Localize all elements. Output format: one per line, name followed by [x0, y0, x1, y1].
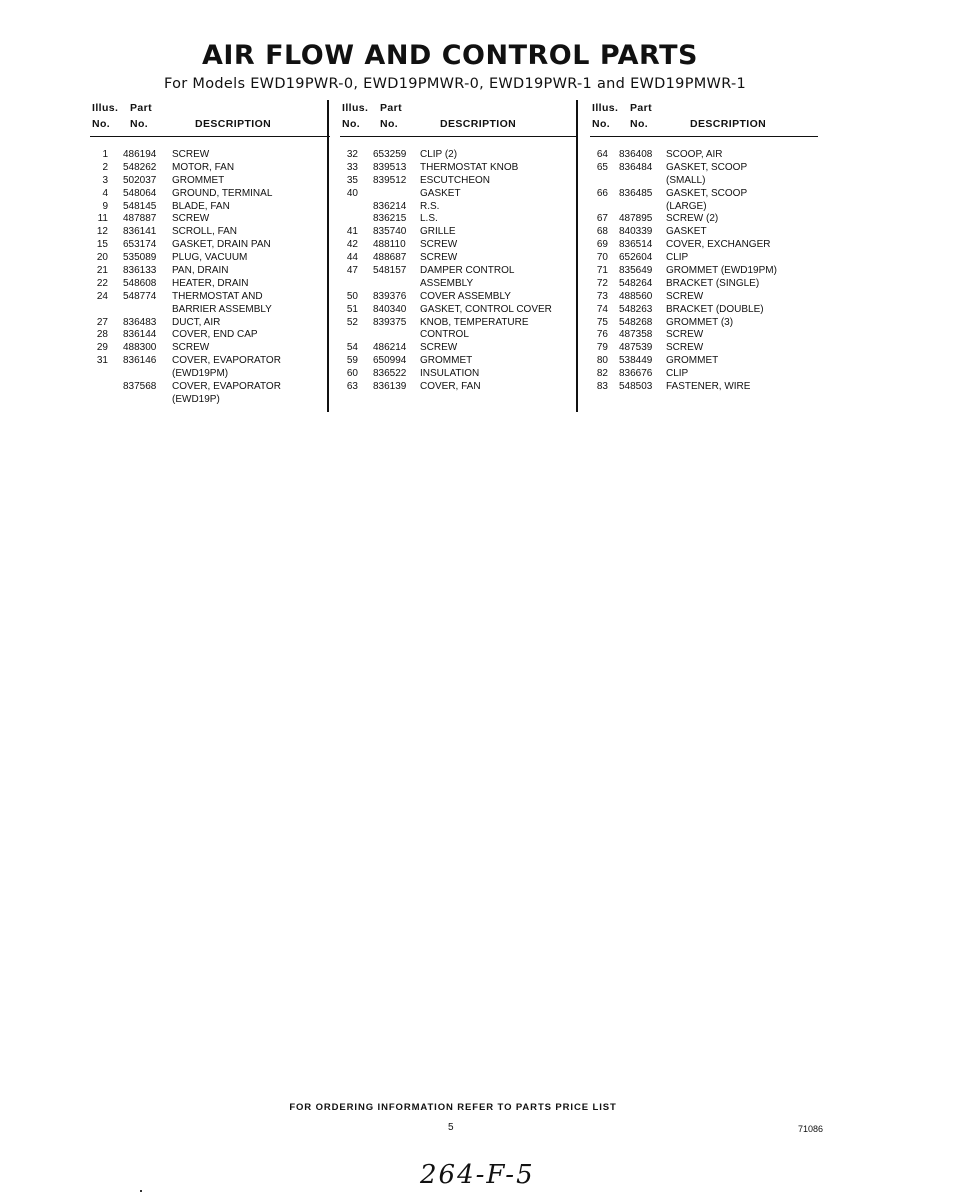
part-number: 839376 — [373, 290, 407, 302]
part-row — [90, 265, 330, 278]
illus-number: 70 — [596, 252, 608, 264]
part-row — [340, 368, 576, 381]
part-number: 836139 — [373, 381, 407, 393]
part-description: GASKET, SCOOP — [666, 187, 748, 199]
part-row — [340, 239, 576, 252]
part-number: 548263 — [619, 303, 653, 315]
column-header — [340, 100, 576, 137]
illus-number: 66 — [596, 187, 608, 199]
part-row — [340, 304, 576, 317]
part-number: 548774 — [123, 290, 157, 302]
part-row — [590, 188, 818, 201]
part-row — [340, 381, 576, 394]
part-number: 839375 — [373, 316, 407, 328]
header-no: No. — [592, 118, 611, 130]
illus-number: 29 — [96, 342, 108, 354]
part-row — [590, 355, 818, 368]
part-row — [590, 291, 818, 304]
part-row — [90, 201, 330, 214]
part-number: 652604 — [619, 252, 653, 264]
illus-number: 80 — [596, 355, 608, 367]
illus-number: 24 — [96, 290, 108, 302]
part-description: (EWD19PM) — [172, 368, 229, 380]
illus-number: 9 — [102, 200, 108, 212]
part-description: GROUND, TERMINAL — [172, 187, 273, 199]
part-row — [590, 278, 818, 291]
illus-number: 79 — [596, 342, 608, 354]
part-number: 839512 — [373, 174, 407, 186]
illus-number: 42 — [346, 239, 358, 251]
document-code: 71086 — [798, 1124, 824, 1134]
header-part: Part — [380, 102, 403, 114]
part-row — [90, 355, 330, 368]
part-number: 837568 — [123, 381, 157, 393]
part-description: FASTENER, WIRE — [666, 381, 751, 393]
part-row — [590, 381, 818, 394]
part-number: 487887 — [123, 213, 157, 225]
illus-number: 20 — [96, 252, 108, 264]
part-number: 548503 — [619, 381, 653, 393]
part-description: DAMPER CONTROL — [420, 265, 515, 277]
part-row — [590, 162, 818, 175]
part-description: GROMMET — [172, 174, 225, 186]
part-description: COVER, END CAP — [172, 329, 258, 341]
part-row — [340, 317, 576, 330]
part-description: SCREW — [172, 149, 210, 160]
part-row — [90, 213, 330, 226]
part-description: ASSEMBLY — [420, 277, 474, 289]
part-row — [590, 239, 818, 252]
part-row — [90, 368, 330, 381]
header-part-no: No. — [380, 118, 399, 130]
part-description: SCREW — [172, 342, 210, 354]
illus-number: 40 — [346, 187, 358, 199]
part-description: CLIP — [666, 368, 689, 380]
part-row — [340, 162, 576, 175]
illus-number: 83 — [596, 381, 608, 393]
part-number: 653259 — [373, 149, 407, 160]
part-row — [590, 342, 818, 355]
part-number: 488687 — [373, 252, 407, 264]
part-description: SCREW — [666, 290, 704, 302]
illus-number: 44 — [346, 252, 358, 264]
illus-number: 65 — [596, 161, 608, 173]
part-number: 548157 — [373, 265, 407, 277]
illus-number: 54 — [346, 342, 358, 354]
part-description: GASKET, CONTROL COVER — [420, 303, 552, 315]
part-description: SCREW (2) — [666, 213, 719, 225]
part-number: 840339 — [619, 226, 653, 238]
parts-column-2 — [340, 100, 576, 394]
parts-list — [90, 149, 330, 407]
illus-number: 50 — [346, 290, 358, 302]
illus-number: 73 — [596, 290, 608, 302]
illus-number: 35 — [346, 174, 358, 186]
part-description: PAN, DRAIN — [172, 265, 229, 277]
illus-number: 82 — [596, 368, 608, 380]
illus-number: 68 — [596, 226, 608, 238]
part-number: 486194 — [123, 149, 157, 160]
part-number: 535089 — [123, 252, 157, 264]
part-description: COVER, FAN — [420, 381, 481, 393]
illus-number: 67 — [596, 213, 608, 225]
part-description: GASKET, SCOOP — [666, 161, 748, 173]
part-number: 650994 — [373, 355, 407, 367]
illus-number: 59 — [346, 355, 358, 367]
illus-number: 11 — [97, 213, 108, 225]
scan-speck — [140, 1190, 142, 1192]
part-number: 835740 — [373, 226, 407, 238]
part-description: (EWD19P) — [172, 393, 220, 405]
part-row — [340, 226, 576, 239]
part-row — [590, 213, 818, 226]
part-description: SCREW — [420, 252, 458, 264]
parts-column-1 — [90, 100, 330, 407]
header-description: DESCRIPTION — [690, 118, 767, 130]
part-number: 548145 — [123, 200, 157, 212]
part-number: 836146 — [123, 355, 157, 367]
part-description: CLIP — [666, 252, 689, 264]
part-description: SCREW — [666, 329, 704, 341]
part-number: 836141 — [123, 226, 157, 238]
illus-number: 27 — [96, 316, 108, 328]
illus-number: 47 — [346, 265, 358, 277]
part-number: 836676 — [619, 368, 653, 380]
illus-number: 51 — [346, 303, 358, 315]
illus-number: 60 — [346, 368, 358, 380]
part-description: GROMMET — [420, 355, 473, 367]
part-description: (SMALL) — [666, 174, 706, 186]
part-description: SCOOP, AIR — [666, 149, 723, 160]
part-number: 486214 — [373, 342, 407, 354]
part-description: SCREW — [666, 342, 704, 354]
illus-number: 63 — [346, 381, 358, 393]
part-number: 548608 — [123, 277, 157, 289]
illus-number: 32 — [346, 149, 358, 160]
part-description: ESCUTCHEON — [420, 174, 491, 186]
part-number: 548262 — [123, 161, 157, 173]
part-number: 488110 — [373, 239, 406, 251]
part-row — [90, 149, 330, 162]
part-number: 839513 — [373, 161, 407, 173]
part-description: COVER, EXCHANGER — [666, 239, 771, 251]
part-row — [340, 329, 576, 342]
part-description: INSULATION — [420, 368, 480, 380]
part-number: 836483 — [123, 316, 157, 328]
part-row — [590, 201, 818, 214]
illus-number: 22 — [96, 277, 108, 289]
part-description: BRACKET (SINGLE) — [666, 277, 760, 289]
part-description: GASKET, DRAIN PAN — [172, 239, 271, 251]
part-number: 836215 — [373, 213, 407, 225]
part-description: GROMMET — [666, 355, 719, 367]
part-row — [340, 149, 576, 162]
part-row — [340, 355, 576, 368]
part-description: GASKET — [666, 226, 707, 238]
part-description: HEATER, DRAIN — [172, 277, 249, 289]
part-row — [90, 175, 330, 188]
part-description: THERMOSTAT AND — [172, 290, 263, 302]
page-title: AIR FLOW AND CONTROL PARTS — [201, 40, 699, 71]
header-no: No. — [342, 118, 361, 130]
part-number: 538449 — [619, 355, 653, 367]
part-row — [90, 162, 330, 175]
part-number: 548264 — [619, 277, 653, 289]
parts-list — [590, 149, 818, 394]
part-description: GASKET — [420, 187, 461, 199]
part-number: 548064 — [123, 187, 157, 199]
part-row — [340, 213, 576, 226]
part-description: GRILLE — [420, 226, 456, 238]
illus-number: 21 — [96, 265, 108, 277]
part-row — [90, 226, 330, 239]
part-description: CONTROL — [420, 329, 469, 341]
part-number: 836214 — [373, 200, 407, 212]
part-description: GROMMET (EWD19PM) — [666, 265, 777, 277]
illus-number: 75 — [596, 316, 608, 328]
part-row — [590, 317, 818, 330]
header-illus: Illus. — [92, 102, 119, 114]
part-row — [340, 265, 576, 278]
header-description: DESCRIPTION — [195, 118, 272, 130]
part-description: DUCT, AIR — [172, 316, 221, 328]
illus-number: 71 — [596, 265, 608, 277]
part-number: 836522 — [373, 368, 407, 380]
page-subtitle: For Models EWD19PWR-0, EWD19PMWR-0, EWD19PWR-1 and EWD19PMWR-1 — [163, 76, 747, 92]
header-part: Part — [130, 102, 153, 114]
part-row — [90, 239, 330, 252]
parts-column-3 — [590, 100, 818, 394]
illus-number: 52 — [346, 316, 358, 328]
part-description: BRACKET (DOUBLE) — [666, 303, 764, 315]
header-part-no: No. — [630, 118, 649, 130]
header-illus: Illus. — [342, 102, 369, 114]
part-number: 653174 — [123, 239, 157, 251]
part-number: 487358 — [619, 329, 653, 341]
part-row — [590, 226, 818, 239]
part-number: 836485 — [619, 187, 653, 199]
part-number: 488300 — [123, 342, 157, 354]
part-row — [340, 201, 576, 214]
part-row — [340, 291, 576, 304]
part-row — [340, 175, 576, 188]
part-row — [340, 278, 576, 291]
part-row — [90, 394, 330, 407]
part-row — [90, 317, 330, 330]
part-row — [340, 342, 576, 355]
part-number: 840340 — [373, 303, 407, 315]
part-row — [340, 252, 576, 265]
illus-number: 28 — [96, 329, 108, 341]
part-description: PLUG, VACUUM — [172, 252, 248, 264]
part-row — [590, 368, 818, 381]
part-row — [340, 188, 576, 201]
part-number: 835649 — [619, 265, 653, 277]
part-description: R.S. — [420, 200, 440, 212]
part-description: COVER, EVAPORATOR — [172, 355, 281, 367]
illus-number: 64 — [596, 149, 608, 160]
illus-number: 4 — [102, 187, 108, 199]
illus-number: 3 — [102, 174, 108, 186]
header-part-no: No. — [130, 118, 149, 130]
illus-number: 15 — [96, 239, 108, 251]
illus-number: 74 — [596, 303, 608, 315]
part-row — [90, 291, 330, 304]
part-row — [590, 304, 818, 317]
part-row — [590, 329, 818, 342]
part-row — [590, 252, 818, 265]
part-row — [590, 175, 818, 188]
illus-number: 76 — [596, 329, 608, 341]
illus-number: 1 — [102, 149, 108, 160]
illus-number: 12 — [96, 226, 108, 238]
part-row — [90, 329, 330, 342]
part-description: SCREW — [420, 239, 458, 251]
part-description: SCREW — [420, 342, 458, 354]
part-number: 836408 — [619, 149, 653, 160]
part-description: THERMOSTAT KNOB — [420, 161, 519, 173]
parts-list — [340, 149, 576, 394]
illus-number: 41 — [346, 226, 358, 238]
part-description: BARRIER ASSEMBLY — [172, 303, 272, 315]
part-row — [90, 381, 330, 394]
part-description: SCROLL, FAN — [172, 226, 238, 238]
part-row — [590, 149, 818, 162]
part-description: CLIP (2) — [420, 149, 458, 160]
part-row — [90, 304, 330, 317]
part-row — [90, 188, 330, 201]
part-description: GROMMET (3) — [666, 316, 734, 328]
part-number: 487895 — [619, 213, 653, 225]
part-number: 836133 — [123, 265, 157, 277]
part-description: BLADE, FAN — [172, 200, 230, 212]
ordering-note: FOR ORDERING INFORMATION REFER TO PARTS PRICE LIST — [289, 1102, 617, 1113]
header-description: DESCRIPTION — [440, 118, 517, 130]
part-description: L.S. — [420, 213, 438, 225]
part-description: COVER ASSEMBLY — [420, 290, 511, 302]
handwritten-annotation: 264-F-5 — [420, 1160, 535, 1190]
column-header — [90, 100, 330, 137]
part-number: 502037 — [123, 174, 157, 186]
illus-number: 33 — [346, 161, 358, 173]
part-description: MOTOR, FAN — [172, 161, 235, 173]
part-row — [90, 278, 330, 291]
illus-number: 72 — [596, 277, 608, 289]
page-number: 5 — [448, 1122, 454, 1133]
illus-number: 69 — [596, 239, 608, 251]
part-number: 836484 — [619, 161, 653, 173]
part-row — [90, 342, 330, 355]
column-divider — [576, 100, 578, 412]
part-number: 836144 — [123, 329, 157, 341]
part-description: COVER, EVAPORATOR — [172, 381, 281, 393]
part-description: KNOB, TEMPERATURE — [420, 316, 529, 328]
part-description: (LARGE) — [666, 200, 707, 212]
column-header — [590, 100, 818, 137]
header-part: Part — [630, 102, 653, 114]
illus-number: 2 — [102, 161, 108, 173]
part-row — [90, 252, 330, 265]
part-description: SCREW — [172, 213, 210, 225]
header-no: No. — [92, 118, 111, 130]
part-number: 548268 — [619, 316, 653, 328]
header-illus: Illus. — [592, 102, 619, 114]
part-number: 487539 — [619, 342, 653, 354]
part-number: 488560 — [619, 290, 653, 302]
part-number: 836514 — [619, 239, 653, 251]
illus-number: 31 — [96, 355, 108, 367]
part-row — [590, 265, 818, 278]
